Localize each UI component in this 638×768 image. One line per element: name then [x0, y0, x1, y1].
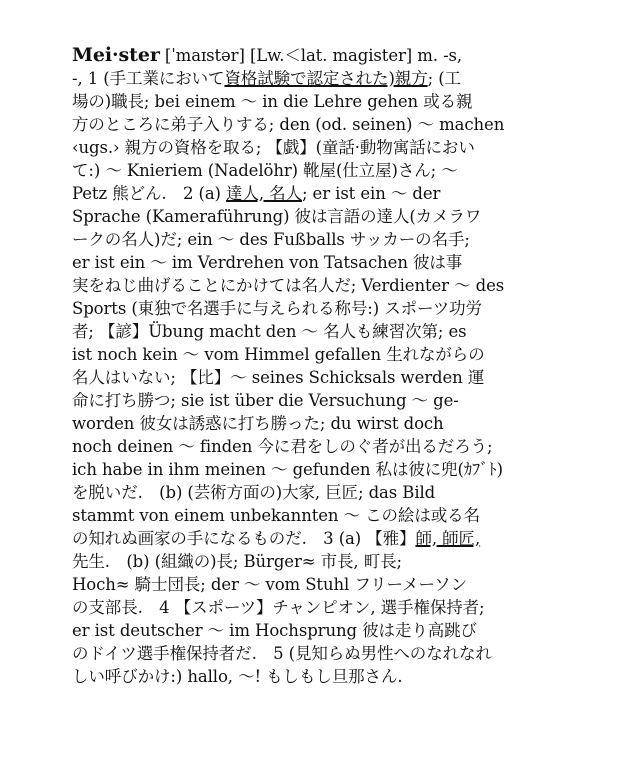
entry-line-17: worden 彼女は誘惑に打ち勝った; du wirst doch: [72, 414, 444, 433]
entry-line-16: 命に打ち勝つ; sie ist über die Versuchung ～ ge-: [72, 391, 459, 410]
entry-line-text: [ˈmaɪstər] [Lw.＜lat. magister] m. -s,: [164, 46, 463, 65]
entry-line-25: の支部長. 4 【スポーツ】チャンピオン, 選手権保持者;: [72, 598, 485, 617]
entry-line-5: ‹ugs.› 親方の資格を取る; 【戯】(童話·動物寓話におい: [72, 138, 475, 157]
entry-line-15: 名人はいない; 【比】～ seines Schicksals werden 運: [72, 368, 485, 387]
entry-line-26: er ist deutscher ～ im Hochsprung 彼は走り高跳び: [72, 621, 477, 640]
entry-line-9: ークの名人)だ; ein ～ des Fußballs サッカーの名手;: [72, 230, 470, 249]
entry-line-24: Hoch≈ 騎士団長; der ～ vom Stuhl フリーメーソン: [72, 575, 467, 594]
dictionary-entry: [72, 44, 588, 688]
entry-line-2: -, 1 (手工業において資格試験で認定された)親方; (工: [72, 69, 461, 88]
entry-line-27: のドイツ選手権保持者だ. 5 (見知らぬ男性へのなれなれ: [72, 644, 492, 663]
entry-line-11: 実をねじ曲げることにかけては名人だ; Verdienter ～ des: [72, 276, 505, 295]
entry-line-20: を脱いだ. (b) (芸術方面の)大家, 巨匠; das Bild: [72, 483, 436, 502]
entry-line-1: [72, 44, 588, 67]
entry-line-6: て:) ～ Knieriem (Nadelöhr) 靴屋(仕立屋)さん; ～: [72, 161, 458, 180]
entry-line-13: 者; 【諺】Übung macht den ～ 名人も練習次第; es: [72, 322, 467, 341]
entry-line-12: Sports (東独で名選手に与えられる称号:) スポーツ功労: [72, 299, 482, 318]
headword: Mei·ster: [72, 44, 160, 66]
entry-line-4: 方のところに弟子入りする; den (od. seinen) ～ machen: [72, 115, 505, 134]
entry-line-7: Petz 熊どん. 2 (a) 達人, 名人; er ist ein ～ der: [72, 184, 441, 203]
entry-line-21: stammt von einem unbekannten ～ この絵は或る名: [72, 506, 480, 525]
entry-line-10: er ist ein ～ im Verdrehen von Tatsachen 彼は事: [72, 253, 463, 272]
entry-line-18: noch deinen ～ finden 今に君をしのぐ者が出るだろう;: [72, 437, 493, 456]
entry-line-28: しい呼びかけ:) hallo, ～! もしもし旦那さん.: [72, 667, 403, 686]
entry-line-14: ist noch kein ～ vom Himmel gefallen 生れながらの: [72, 345, 485, 364]
entry-line-22: の知れぬ画家の手になるものだ. 3 (a) 【雅】師, 師匠,: [72, 529, 481, 548]
entry-line-23: 先生. (b) (組織の)長; Bürger≈ 市長, 町長;: [72, 552, 402, 571]
entry-line-8: Sprache (Kameraführung) 彼は言語の達人(カメラワ: [72, 207, 482, 226]
entry-line-19: ich habe in ihm meinen ～ gefunden 私は彼に兜(ｶﾌﾞﾄ): [72, 460, 503, 479]
entry-line-3: 場の)職長; bei einem ～ in die Lehre gehen 或る親: [72, 92, 473, 111]
